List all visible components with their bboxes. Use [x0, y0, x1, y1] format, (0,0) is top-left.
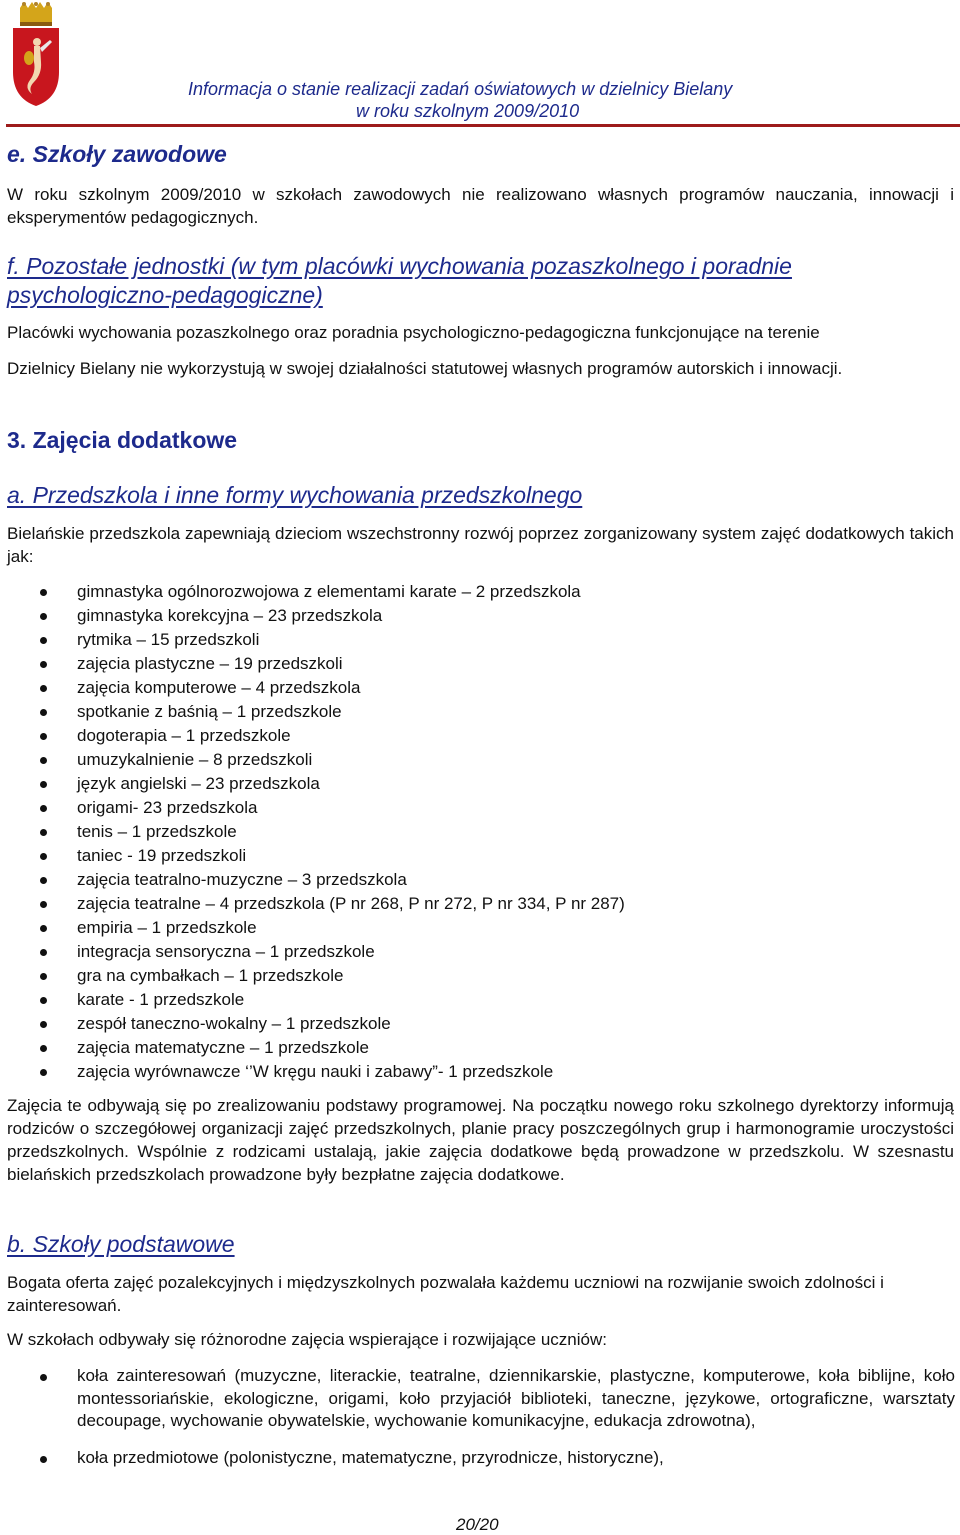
section-a-heading: a. Przedszkola i inne formy wychowania przedszkolnego — [7, 482, 583, 508]
list-item-text: zajęcia komputerowe – 4 przedszkola — [77, 678, 361, 697]
list-item — [40, 988, 955, 1012]
list-item-text: gimnastyka ogólnorozwojowa z elementami karate – 2 przedszkola — [77, 582, 581, 601]
list-item — [40, 1012, 955, 1036]
section-b — [7, 1230, 954, 1260]
list-item-text: zajęcia wyrównawcze ‘’W kręgu nauki i zabawy”- 1 przedszkole — [77, 1062, 554, 1081]
list-item — [40, 772, 955, 796]
section-3-heading: 3. Zajęcia dodatkowe — [7, 427, 238, 453]
section-a-closing-paragraph: Zajęcia te odbywają się po zrealizowaniu podstawy programowej. Na początku nowego roku szkolnego dyrektorzy informują rodziców o szczegółowej organizacji zajęć przedszkolnych, planie pracy poszczególnych grup i harmonogramie uroczystości przedszkolnych. Wspólnie z rodzicami ustalają, jakie zajęcia dodatkowe będą prowadzone w przedszkolu. W szesnastu bielańskich przedszkolach prowadzone były bezpłatne zajęcia dodatkowe. — [7, 1096, 954, 1184]
list-item-text: koła przedmiotowe (polonistyczne, matematyczne, przyrodnicze, historyczne), — [77, 1447, 664, 1467]
list-item-text: koła zainteresowań (muzyczne, literackie, teatralne, dziennikarskie, plastyczne, komputerowe, koła biblijne, koło montessoriańskie, ekologiczne, origami, koło przyjaciół biblioteki, taneczne, językowe, ortograficzne, warsztaty decoupage, wychowanie obywatelskie, wychowanie komunikacyjne, edukacja zdrowotna), — [77, 1366, 955, 1430]
list-item — [40, 868, 955, 892]
section-f-paragraph-1: Placówki wychowania pozaszkolnego oraz poradnia psychologiczno-pedagogiczna funkcjonujące na terenie — [7, 323, 820, 342]
bullet-icon — [40, 661, 47, 668]
activities-list — [40, 580, 955, 1084]
list-item — [40, 628, 955, 652]
section-b-intro — [7, 1271, 954, 1317]
list-item-text: empiria – 1 przedszkole — [77, 918, 257, 937]
bullet-icon — [40, 637, 47, 644]
section-e-body — [7, 183, 954, 229]
list-item-text: dogoterapia – 1 przedszkole — [77, 726, 291, 745]
list-item-text: spotkanie z baśnią – 1 przedszkole — [77, 702, 342, 721]
list-item — [40, 820, 955, 844]
list-item — [40, 796, 955, 820]
list-item-text: język angielski – 23 przedszkola — [77, 774, 320, 793]
section-a-closing — [7, 1094, 954, 1186]
bullet-icon — [40, 757, 47, 764]
list-item-text: karate - 1 przedszkole — [77, 990, 245, 1009]
list-item — [40, 1365, 955, 1433]
section-3 — [7, 426, 954, 456]
list-item-text: integracja sensoryczna – 1 przedszkole — [77, 942, 375, 961]
bullet-icon — [40, 877, 47, 884]
list-item — [40, 604, 955, 628]
section-a-intro — [7, 522, 954, 568]
school-activities-list — [40, 1365, 955, 1469]
list-item — [40, 700, 955, 724]
list-item-text: tenis – 1 przedszkole — [77, 822, 237, 841]
list-item-text: origami- 23 przedszkola — [77, 798, 258, 817]
section-f-heading: f. Pozostałe jednostki (w tym placówki wychowania pozaszkolnego i poradnie psychologiczno-pedagogiczne) — [7, 253, 792, 308]
list-item — [40, 724, 955, 748]
list-item-text: zespół taneczno-wokalny – 1 przedszkole — [77, 1014, 391, 1033]
bullet-icon — [40, 901, 47, 908]
section-f — [7, 252, 954, 310]
section-b-paragraph-1: Bogata oferta zajęć pozalekcyjnych i międzyszkolnych pozwalała każdemu uczniowi na rozwijanie swoich zdolności i zainteresowań. — [7, 1273, 884, 1315]
section-e-paragraph: W roku szkolnym 2009/2010 w szkołach zawodowych nie realizowano własnych programów nauczania, innowacji i eksperymentów pedagogicznych. — [7, 185, 954, 227]
bullet-icon — [40, 853, 47, 860]
list-item — [40, 964, 955, 988]
list-item-text: gra na cymbałkach – 1 przedszkole — [77, 966, 344, 985]
list-item — [40, 844, 955, 868]
warsaw-crest-logo — [10, 2, 62, 106]
list-item — [40, 1060, 955, 1084]
list-item-text: zajęcia matematyczne – 1 przedszkole — [77, 1038, 369, 1057]
list-item-text: gimnastyka korekcyjna – 23 przedszkola — [77, 606, 383, 625]
header-title: Informacja o stanie realizacji zadań oświatowych w dzielnicy Bielany — [188, 79, 733, 99]
bullet-icon — [40, 1021, 47, 1028]
list-item-text: umuzykalnienie – 8 przedszkoli — [77, 750, 313, 769]
list-item — [40, 676, 955, 700]
page-number: 20/20 — [456, 1515, 499, 1534]
section-b-lead — [7, 1328, 954, 1351]
list-item-text: zajęcia teatralno-muzyczne – 3 przedszkola — [77, 870, 407, 889]
bullet-icon — [40, 1374, 47, 1381]
section-a-intro-paragraph: Bielańskie przedszkola zapewniają dzieciom wszechstronny rozwój poprzez zorganizowany system zajęć dodatkowych takich jak: — [7, 524, 954, 566]
list-item — [40, 1036, 955, 1060]
bullet-icon — [40, 925, 47, 932]
bullet-icon — [40, 805, 47, 812]
bullet-icon — [40, 613, 47, 620]
bullet-icon — [40, 781, 47, 788]
bullet-icon — [40, 973, 47, 980]
header-school-year: w roku szkolnym 2009/2010 — [356, 101, 580, 121]
bullet-icon — [40, 589, 47, 596]
bullet-icon — [40, 1045, 47, 1052]
list-item-text: rytmika – 15 przedszkoli — [77, 630, 260, 649]
header-divider — [6, 124, 960, 127]
bullet-icon — [40, 829, 47, 836]
section-f-body-2 — [7, 357, 954, 380]
bullet-icon — [40, 685, 47, 692]
bullet-icon — [40, 997, 47, 1004]
bullet-icon — [40, 733, 47, 740]
section-b-heading: b. Szkoły podstawowe — [7, 1231, 235, 1257]
bullet-icon — [40, 1456, 47, 1463]
section-e — [7, 140, 954, 170]
bullet-icon — [40, 949, 47, 956]
list-item — [40, 1447, 955, 1470]
section-b-paragraph-2: W szkołach odbywały się różnorodne zajęcia wspierające i rozwijające uczniów: — [7, 1330, 607, 1349]
list-item — [40, 652, 955, 676]
list-item-text: taniec - 19 przedszkoli — [77, 846, 247, 865]
list-item — [40, 916, 955, 940]
bullet-icon — [40, 1069, 47, 1076]
list-item — [40, 892, 955, 916]
list-item-text: zajęcia teatralne – 4 przedszkola (P nr 268, P nr 272, P nr 334, P nr 287) — [77, 894, 625, 913]
section-a — [7, 481, 954, 511]
section-f-body — [7, 321, 954, 344]
list-item — [40, 580, 955, 604]
list-item — [40, 748, 955, 772]
list-item-text: zajęcia plastyczne – 19 przedszkoli — [77, 654, 343, 673]
section-e-heading: e. Szkoły zawodowe — [7, 141, 227, 167]
bullet-icon — [40, 709, 47, 716]
list-item — [40, 940, 955, 964]
section-f-paragraph-2: Dzielnicy Bielany nie wykorzystują w swojej działalności statutowej własnych programów autorskich i innowacji. — [7, 359, 843, 378]
